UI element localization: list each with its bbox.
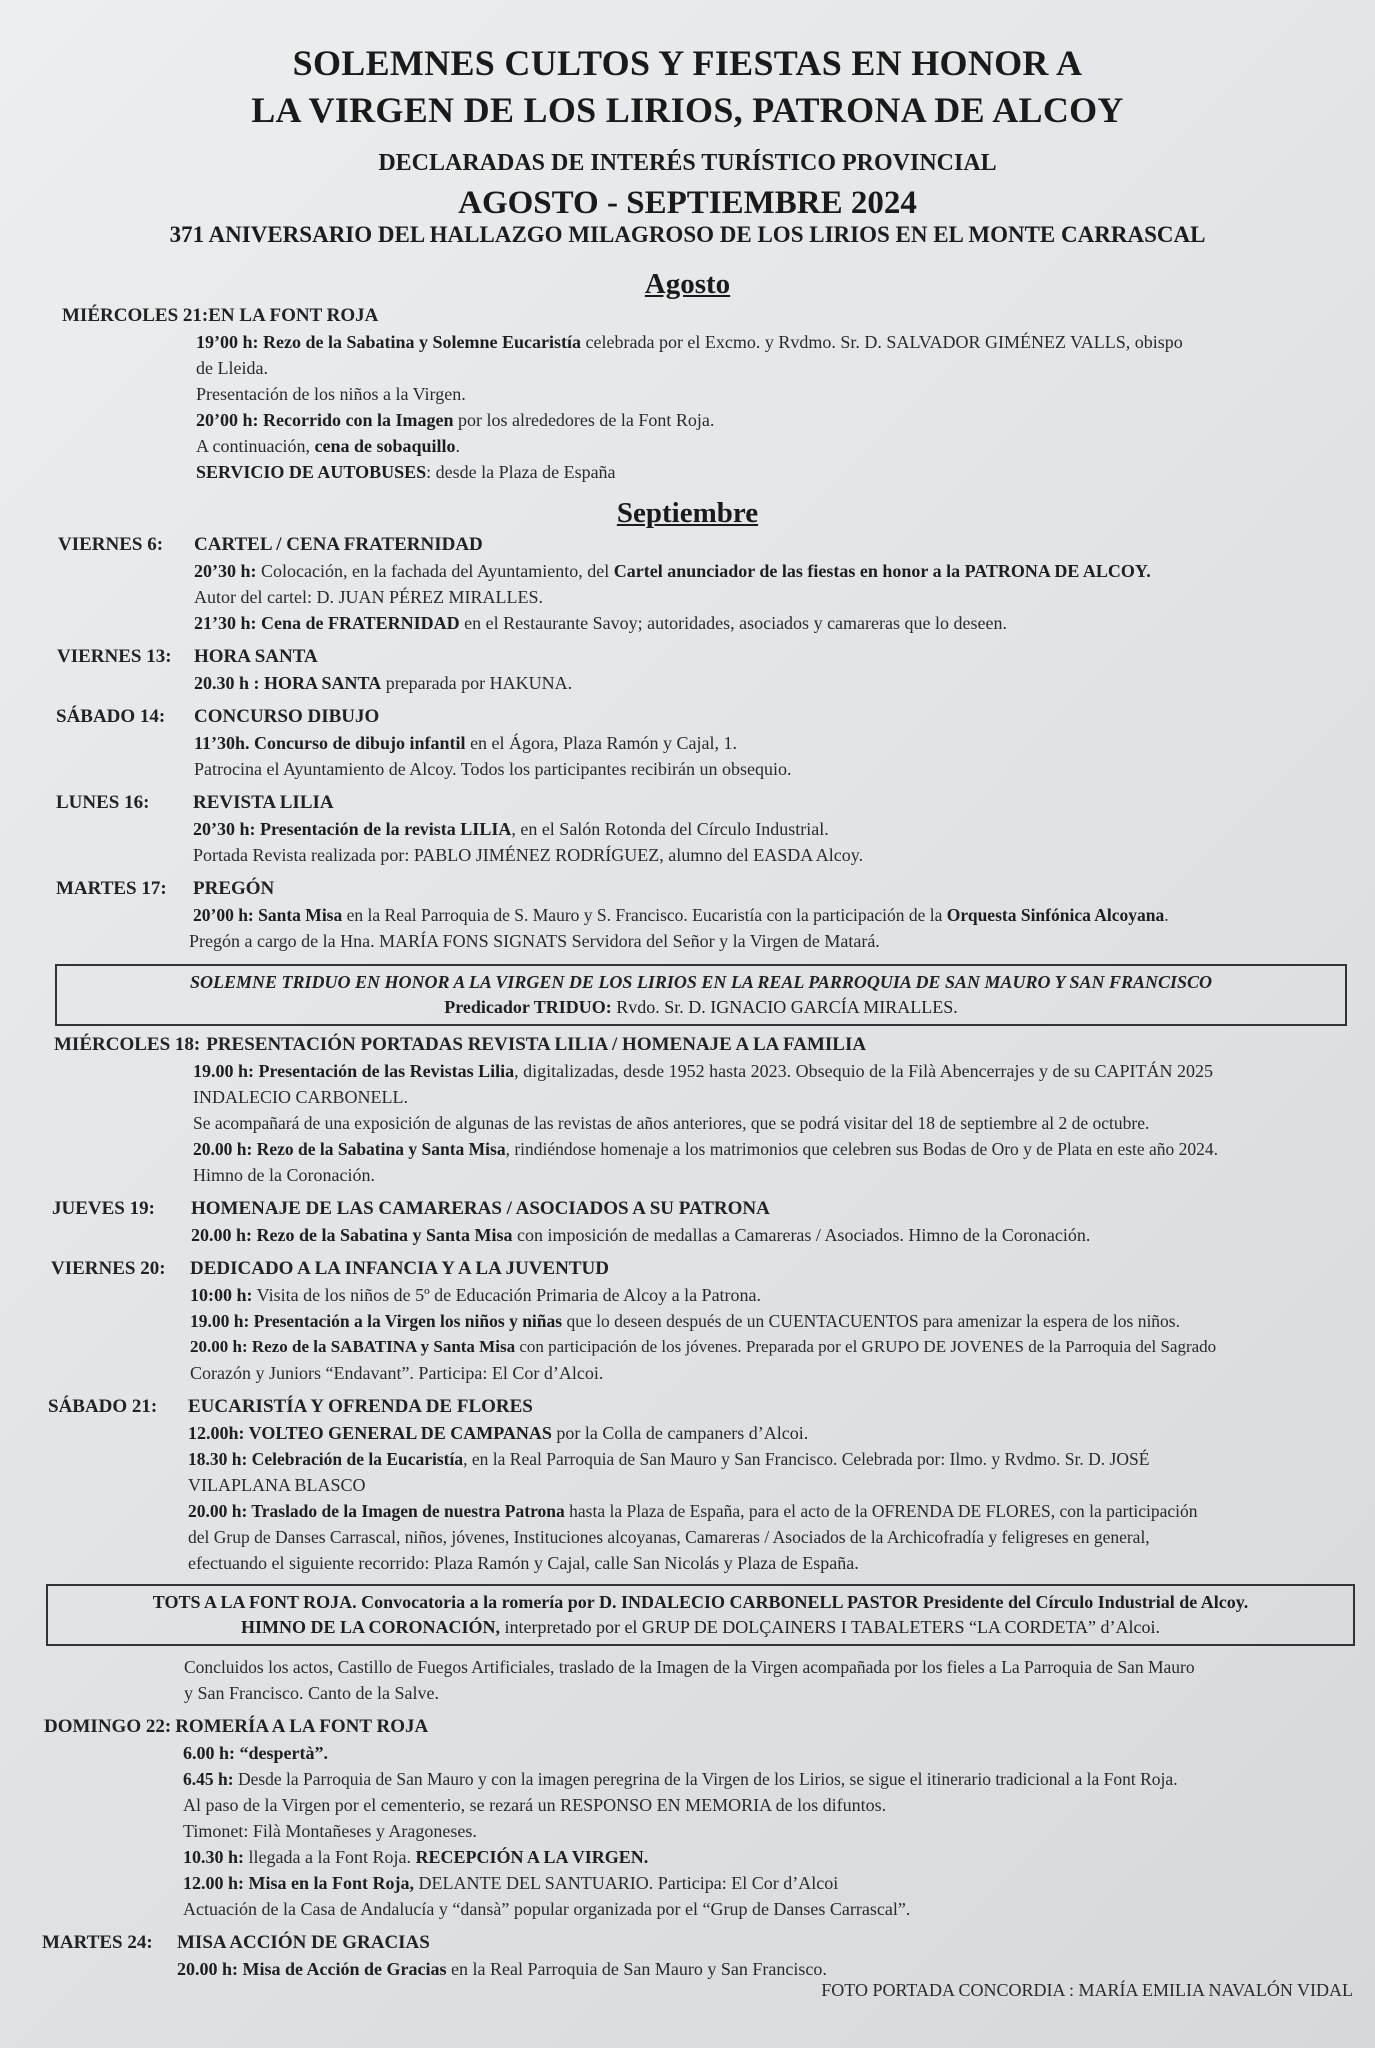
entry-line: Timonet: Filà Montañeses y Aragoneses. xyxy=(183,1821,477,1841)
bold-text: TOTS A LA FONT ROJA. xyxy=(152,1592,357,1612)
entry-day: SÁBADO 21: xyxy=(48,1396,158,1417)
entry-head xyxy=(51,1256,1357,1282)
time-label: 20.00 h: Rezo de la Sabatina y Santa Misa xyxy=(193,1139,506,1159)
time-label: 10:00 h: xyxy=(190,1285,253,1305)
romeria-box xyxy=(46,1584,1355,1646)
time-label: 19.00 h: Presentación de las Revistas Lilia xyxy=(193,1061,515,1081)
anniversary-subtitle: 371 ANIVERSARIO DEL HALLAZGO MILAGROSO DE LOS LIRIOS EN EL MONTE CARRASCAL xyxy=(169,222,1206,247)
main-title-line-1: SOLEMNES CULTOS Y FIESTAS EN HONOR A xyxy=(292,43,1083,83)
time-label: 20.00 h: Rezo de la Sabatina y Santa Misa xyxy=(191,1225,513,1245)
entry-title: HOMENAJE DE LAS CAMARERAS / ASOCIADOS A SU PATRONA xyxy=(191,1198,770,1219)
time-label: 10.30 h: xyxy=(183,1847,245,1867)
bold-text: Predicador TRIDUO: xyxy=(444,997,612,1017)
entry-lunes-16 xyxy=(0,790,1375,868)
entry-line xyxy=(177,1956,1375,1982)
triduo-title: SOLEMNE TRIDUO EN HONOR A LA VIRGEN DE LOS LIRIOS EN LA REAL PARROQUIA DE SAN MAURO Y SAN FRANCISCO xyxy=(189,972,1213,992)
line-text: en el Ágora, Plaza Ramón y Cajal, 1. xyxy=(465,733,737,753)
triduo-preacher xyxy=(67,995,1335,1020)
time-label: 20.00 h: Traslado de la Imagen de nuestra Patrona xyxy=(188,1501,565,1521)
entry-day: SÁBADO 14: xyxy=(56,706,166,727)
entry-day: VIERNES 20: xyxy=(51,1258,166,1279)
line-text: llegada a la Font Roja. xyxy=(244,1847,416,1867)
entry-lines xyxy=(58,558,1351,636)
entry-line: efectuando el siguiente recorrido: Plaza Ramón y Cajal, calle San Nicolás y Plaza de España. xyxy=(188,1553,859,1573)
line-text: A continuación, xyxy=(196,436,315,456)
entry-line xyxy=(196,459,1349,485)
line-text: , en la Real Parroquia de San Mauro y San Francisco. Celebrada por: Ilmo. y Rvdmo. Sr. D. JOSÉ xyxy=(463,1449,1150,1469)
time-label: 12.00 h: Misa en la Font Roja, xyxy=(183,1873,414,1893)
time-label: 12.00h: VOLTEO GENERAL DE CAMPANAS xyxy=(188,1423,552,1443)
time-label: 20’30 h: xyxy=(194,561,257,581)
entry-lines xyxy=(56,902,1355,954)
time-label: 20’30 h: Presentación de la revista LILIA xyxy=(193,819,512,839)
entry-line: Portada Revista realizada por: PABLO JIMÉNEZ RODRÍGUEZ, alumno del EASDA Alcoy. xyxy=(193,845,864,865)
entry-head xyxy=(57,644,1375,670)
entry-line xyxy=(193,1058,1357,1084)
entry-lines xyxy=(57,670,1375,696)
entry-line xyxy=(193,816,1375,842)
entry-lines xyxy=(44,1740,1357,1922)
entry-line: Al paso de la Virgen por el cementerio, se rezará un RESPONSO EN MEMORIA de los difuntos. xyxy=(183,1795,887,1815)
entry-line: Himno de la Coronación. xyxy=(193,1165,375,1185)
entry-martes-17 xyxy=(0,876,1375,954)
entry-viernes-20 xyxy=(0,1256,1375,1386)
line-text: en la Real Parroquia de San Mauro y San Francisco. xyxy=(446,1959,827,1979)
entry-line xyxy=(194,610,1351,636)
bold-text: HIMNO DE LA CORONACIÓN, xyxy=(240,1617,500,1637)
entry-lines xyxy=(62,329,1349,485)
entry-domingo-22 xyxy=(0,1714,1375,1922)
entry-line: VILAPLANA BLASCO xyxy=(188,1475,366,1495)
entry-lines xyxy=(56,816,1375,868)
entry-day: DOMINGO 22: xyxy=(44,1716,172,1737)
entry-line xyxy=(194,670,1375,696)
triduo-box xyxy=(55,964,1347,1026)
entry-line: Se acompañará de una exposición de algunas de las revistas de años anteriores, que se podrá visitar del 18 de septiembre al 2 de octubre. xyxy=(193,1113,1150,1133)
entry-day: MARTES 24: xyxy=(42,1932,153,1953)
entry-line xyxy=(194,730,1375,756)
entry-line xyxy=(196,329,1349,355)
entry-head xyxy=(56,704,1375,730)
bold-text: Cartel anunciador de las fiestas en honor a la PATRONA DE ALCOY. xyxy=(613,561,1151,581)
time-label: 6.00 h: “despertà”. xyxy=(183,1743,328,1763)
entry-line xyxy=(196,407,1349,433)
photo-credit: FOTO PORTADA CONCORDIA : MARÍA EMILIA NAVALÓN VIDAL xyxy=(821,1980,1353,2000)
line-text: DELANTE DEL SANTUARIO. Participa: El Cor d’Alcoi xyxy=(414,1873,839,1893)
entry-line xyxy=(190,1308,1357,1334)
entry-title: HORA SANTA xyxy=(194,646,318,667)
entry-line xyxy=(194,558,1351,584)
entry-day: MIÉRCOLES 18: xyxy=(54,1034,201,1055)
entry-line: Corazón y Juniors “Endavant”. Participa: El Cor d’Alcoi. xyxy=(190,1363,604,1383)
entry-line xyxy=(188,1446,1357,1472)
line-text: Visita de los niños de 5º de Educación Primaria de Alcoy a la Patrona. xyxy=(252,1285,762,1305)
time-label: 20’00 h: Recorrido con la Imagen xyxy=(196,410,454,430)
entry-miercoles-18 xyxy=(0,1032,1375,1188)
bold-text: Convocatoria a la romería por D. INDALECIO CARBONELL PASTOR xyxy=(356,1592,923,1612)
bold-text: SERVICIO DE AUTOBUSES xyxy=(196,462,427,482)
entry-viernes-13 xyxy=(0,644,1375,696)
entry-line: Pregón a cargo de la Hna. MARÍA FONS SIGNATS Servidora del Señor y la Virgen de Matará. xyxy=(189,931,880,951)
dates-title: AGOSTO - SEPTIEMBRE 2024 xyxy=(458,185,917,221)
entry-head xyxy=(44,1714,1357,1740)
entry-lines xyxy=(48,1420,1357,1576)
entry-line: del Grup de Danses Carrascal, niños, jóvenes, Instituciones alcoyanas, Camareras / Asociados de la Archicofradía y feligreses en general, xyxy=(188,1527,1150,1547)
entry-line: Actuación de la Casa de Andalucía y “dansà” popular organizada por el “Grup de Danses Carrascal”. xyxy=(183,1899,911,1919)
romeria-hymn xyxy=(58,1615,1343,1640)
entry-head xyxy=(54,1032,1357,1058)
entry-line xyxy=(183,1870,1357,1896)
line-text: por los alrededores de la Font Roja. xyxy=(453,410,715,430)
line-text: Colocación, en la fachada del Ayuntamiento, del xyxy=(256,561,614,581)
entry-title: REVISTA LILIA xyxy=(193,792,334,813)
month-heading-august: Agosto xyxy=(644,268,731,300)
time-label: 19.00 h: Presentación a la Virgen los niños y niñas xyxy=(190,1311,563,1331)
time-label: 19’00 h: Rezo de la Sabatina y Solemne Eucaristía xyxy=(196,332,581,352)
bold-text: Orquesta Sinfónica Alcoyana xyxy=(946,905,1165,925)
entry-line xyxy=(190,1334,1357,1360)
time-label: 6.45 h: xyxy=(183,1769,234,1789)
entry-title: DEDICADO A LA INFANCIA Y A LA JUVENTUD xyxy=(190,1258,609,1279)
time-label: 20.30 h : HORA SANTA xyxy=(194,673,382,693)
time-label: 20.00 h: Misa de Acción de Gracias xyxy=(177,1959,447,1979)
line-text: , digitalizadas, desde 1952 hasta 2023. Obsequio de la Filà Abencerrajes y de su CAPITÁN 2025 xyxy=(514,1061,1214,1081)
bold-text: Presidente del Círculo Industrial de Alcoy. xyxy=(922,1592,1249,1612)
entry-head xyxy=(58,532,1351,558)
line-text: , en el Salón Rotonda del Círculo Industrial. xyxy=(511,819,829,839)
entry-line xyxy=(190,1282,1357,1308)
entry-line: Autor del cartel: D. JUAN PÉREZ MIRALLES. xyxy=(194,587,543,607)
line-text: por la Colla de campaners d’Alcoi. xyxy=(551,1423,809,1443)
entry-day: VIERNES 13: xyxy=(57,646,172,667)
entry-day: MARTES 17: xyxy=(56,878,167,899)
entry-line: Presentación de los niños a la Virgen. xyxy=(196,384,466,404)
entry-head xyxy=(56,876,1355,902)
line-text: en la Real Parroquia de S. Mauro y S. Francisco. Eucaristía con la participación de la xyxy=(342,905,947,925)
entry-lines xyxy=(51,1282,1357,1386)
entry-title: CONCURSO DIBUJO xyxy=(194,706,380,727)
entry-title: EN LA FONT ROJA xyxy=(208,305,379,326)
entry-lines xyxy=(54,1058,1357,1188)
entry-day: JUEVES 19: xyxy=(52,1198,155,1219)
entry-line xyxy=(193,902,1355,928)
line-text: : desde la Plaza de España xyxy=(426,462,616,482)
entry-line: INDALECIO CARBONELL. xyxy=(193,1087,408,1107)
line-text: celebrada por el Excmo. y Rvdmo. Sr. D. SALVADOR GIMÉNEZ VALLS, obispo xyxy=(581,332,1183,352)
entry-title: PRESENTACIÓN PORTADAS REVISTA LILIA / HOMENAJE A LA FAMILIA xyxy=(206,1034,867,1055)
entry-head xyxy=(48,1394,1357,1420)
entry-lines xyxy=(56,730,1375,782)
line-text: . xyxy=(1164,905,1169,925)
entry-line: Patrocina el Ayuntamiento de Alcoy. Todos los participantes recibirán un obsequio. xyxy=(194,759,792,779)
declared-subtitle: DECLARADAS DE INTERÉS TURÍSTICO PROVINCIAL xyxy=(378,150,997,176)
entry-day: VIERNES 6: xyxy=(58,534,164,555)
entry-line xyxy=(193,1136,1357,1162)
entry-sabado-14 xyxy=(0,704,1375,782)
entry-line xyxy=(183,1740,1357,1766)
entry-martes-24 xyxy=(0,1930,1375,1982)
romeria-convocation xyxy=(58,1590,1343,1615)
entry-line xyxy=(196,433,1349,459)
line-text: interpretado por el GRUP DE DOLÇAINERS I TABALETERS “LA CORDETA” d’Alcoi. xyxy=(499,1617,1161,1637)
main-title-line-2: LA VIRGEN DE LOS LIRIOS, PATRONA DE ALCOY xyxy=(251,90,1124,130)
line-text: con participación de los jóvenes. Preparada por el GRUPO DE JOVENES de la Parroquia del Sagrado xyxy=(515,1337,1217,1356)
entry-line xyxy=(188,1420,1357,1446)
line-text: Rvdo. Sr. D. IGNACIO GARCÍA MIRALLES. xyxy=(611,997,958,1017)
entry-head xyxy=(42,1930,1375,1956)
entry-viernes-6 xyxy=(0,532,1375,636)
entry-lines xyxy=(52,1222,1375,1248)
line-text: Desde la Parroquia de San Mauro y con la imagen peregrina de la Virgen de los Lirios, se sigue el itinerario tradicional a la Font Roja. xyxy=(233,1769,1178,1789)
line-text: preparada por HAKUNA. xyxy=(381,673,573,693)
time-label: 18.30 h: Celebración de la Eucaristía xyxy=(188,1449,464,1469)
entry-day: LUNES 16: xyxy=(56,792,150,813)
closing-text xyxy=(0,1654,1375,1706)
entry-title: EUCARISTÍA Y OFRENDA DE FLORES xyxy=(188,1396,533,1417)
entry-title: ROMERÍA A LA FONT ROJA xyxy=(175,1716,429,1737)
entry-line xyxy=(183,1766,1357,1792)
time-label: 20.00 h: Rezo de la SABATINA y Santa Misa xyxy=(190,1337,516,1356)
entry-lines xyxy=(42,1956,1375,1982)
entry-head xyxy=(56,790,1375,816)
line-text: con imposición de medallas a Camareras / Asociados. Himno de la Coronación. xyxy=(512,1225,1091,1245)
poster-header xyxy=(0,0,1375,248)
bold-text: cena de sobaquillo xyxy=(314,436,456,456)
entry-head xyxy=(62,303,1349,329)
time-label: 21’30 h: Cena de FRATERNIDAD xyxy=(194,613,460,633)
line-text: , rindiéndose homenaje a los matrimonios que celebren sus Bodas de Oro y de Plata en este año 2024. xyxy=(505,1139,1219,1159)
entry-sabado-21 xyxy=(0,1394,1375,1576)
entry-day: MIÉRCOLES 21: xyxy=(62,305,209,326)
entry-line: y San Francisco. Canto de la Salve. xyxy=(184,1683,439,1703)
time-label: 11’30h. Concurso de dibujo infantil xyxy=(194,733,466,753)
line-text: . xyxy=(455,436,461,456)
entry-line: Concluidos los actos, Castillo de Fuegos Artificiales, traslado de la Imagen de la Virgen acompañada por los fieles a La Parroquia de San Mauro xyxy=(184,1657,1195,1677)
time-label: 20’00 h: Santa Misa xyxy=(193,905,343,925)
entry-line xyxy=(188,1498,1357,1524)
entry-line xyxy=(191,1222,1375,1248)
entry-head xyxy=(52,1196,1375,1222)
line-text: hasta la Plaza de España, para el acto de la OFRENDA DE FLORES, con la participación xyxy=(564,1501,1198,1521)
bold-text: RECEPCIÓN A LA VIRGEN. xyxy=(415,1847,649,1867)
entry-line: de Lleida. xyxy=(196,358,268,378)
entry-title: PREGÓN xyxy=(193,878,275,899)
line-text: que lo deseen después de un CUENTACUENTOS para amenizar la espera de los niños. xyxy=(562,1311,1180,1331)
entry-jueves-19 xyxy=(0,1196,1375,1248)
entry-title: CARTEL / CENA FRATERNIDAD xyxy=(194,534,483,555)
line-text: en el Restaurante Savoy; autoridades, asociados y camareras que lo deseen. xyxy=(459,613,1007,633)
entry-title: MISA ACCIÓN DE GRACIAS xyxy=(177,1932,430,1953)
entry-line xyxy=(183,1844,1357,1870)
entry-miercoles-21 xyxy=(0,303,1375,485)
month-heading-september: Septiembre xyxy=(616,497,759,529)
